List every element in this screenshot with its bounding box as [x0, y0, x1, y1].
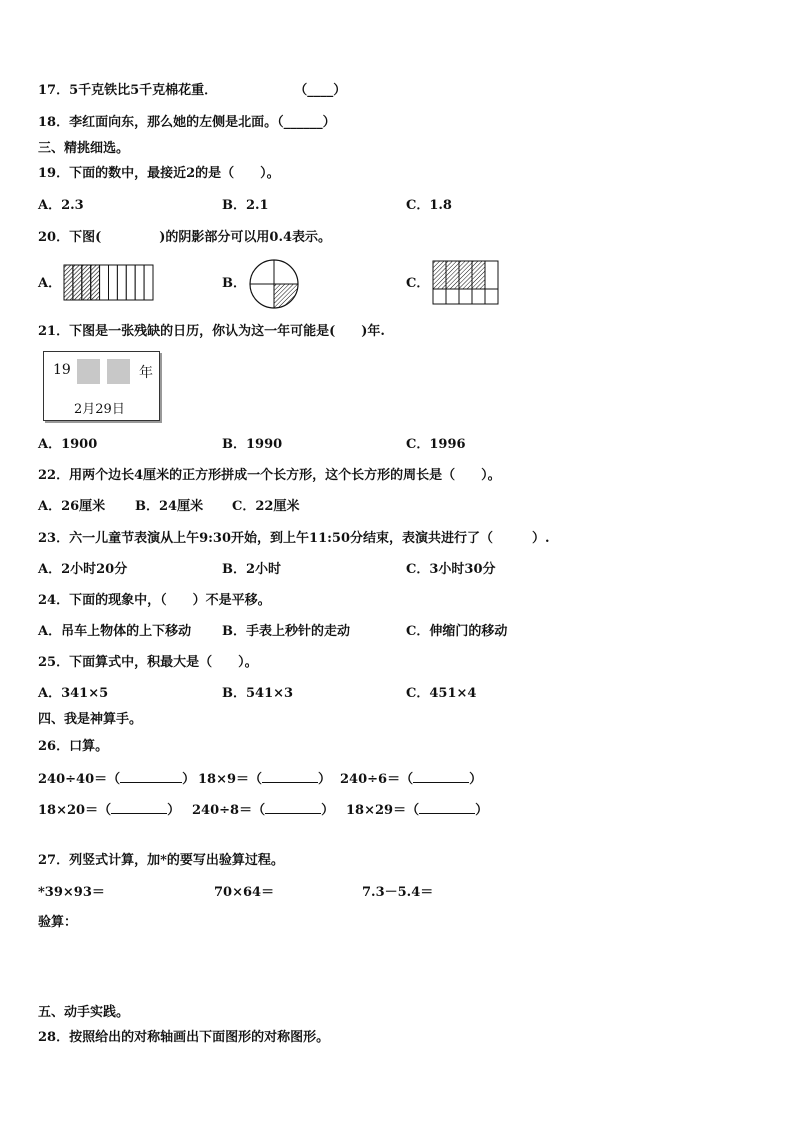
q23-option-a: A．2小时20分	[38, 562, 128, 577]
q22-option-b: B．24厘米	[135, 499, 204, 514]
answer-blank[interactable]	[120, 770, 182, 783]
mental-math-expression: 18×29＝	[346, 803, 407, 818]
grid-cell	[433, 289, 446, 304]
q20-label-a: A．	[38, 276, 62, 291]
q24-option-a: A．吊车上物体的上下移动	[38, 624, 192, 639]
q20-label-b: B．	[222, 276, 246, 291]
q24-option-b: B．手表上秒针的走动	[222, 624, 350, 639]
mental-math-item: 18×20＝（ ）	[38, 803, 181, 818]
vertical-calc-item-1: *39×93＝	[38, 885, 105, 900]
strip-cell-shaded	[64, 265, 73, 300]
vertical-calc-item-2: 70×64＝	[214, 885, 275, 900]
calendar-missing-digit-1	[77, 359, 100, 384]
mental-math-expression: 18×20＝	[38, 803, 99, 818]
torn-calendar-figure	[43, 351, 160, 421]
section-4-heading: 四、我是神算手。	[38, 712, 143, 727]
answer-blank[interactable]	[413, 770, 469, 783]
strip-cell	[109, 265, 118, 300]
mental-math-expression: 240÷8＝	[192, 803, 253, 818]
question-17-answer-paren: （____）	[294, 83, 347, 98]
strip-cell-shaded	[82, 265, 91, 300]
section-5-heading: 五、动手实践。	[38, 1005, 130, 1020]
q20-label-c: C．	[406, 276, 430, 291]
q23-option-c: C．3小时30分	[406, 562, 496, 577]
q25-option-a: A．341×5	[38, 686, 109, 701]
section-3-heading: 三、精挑细选。	[38, 141, 130, 156]
mental-math-item: 240÷6＝（ ）	[340, 772, 483, 787]
q19-option-a: A．2.3	[38, 198, 84, 213]
mental-math-item: 240÷40＝（ ）	[38, 772, 196, 787]
calendar-missing-digit-2	[107, 359, 130, 384]
mental-math-expression: 240÷40＝	[38, 772, 108, 787]
question-21: 21．下图是一张残缺的日历，你认为这一年可能是( )年.	[38, 324, 385, 339]
question-25: 25．下面算式中，积最大是（ ）。	[38, 655, 258, 670]
question-17	[38, 83, 346, 99]
q20-figure-b-circle	[247, 258, 301, 310]
question-18: 18．李红面向东，那么她的左侧是北面。（______）	[38, 115, 336, 130]
calendar-year-prefix: 19	[53, 362, 71, 378]
strip-cell-shaded	[91, 265, 100, 300]
q22-option-a: A．26厘米	[38, 499, 106, 514]
grid-cell	[472, 289, 485, 304]
mental-math-expression: 18×9＝	[198, 772, 250, 787]
grid-cell	[485, 289, 498, 304]
q24-option-c: C．伸缩门的移动	[406, 624, 508, 639]
mental-math-item: 18×9＝（ ）	[198, 772, 332, 787]
grid-cell	[459, 289, 472, 304]
q21-option-c: C．1996	[406, 437, 466, 452]
strip-cell	[100, 265, 109, 300]
q21-option-a: A．1900	[38, 437, 98, 452]
calendar-date: 2月29日	[74, 402, 125, 417]
question-23: 23．六一儿童节表演从上午9:30开始，到上午11:50分结束，表演共进行了（ ）.	[38, 531, 550, 546]
check-label: 验算：	[38, 915, 78, 930]
q20-figure-c-grid	[432, 260, 500, 306]
mental-math-item: 18×29＝（ ）	[346, 803, 489, 818]
question-22: 22．用两个边长4厘米的正方形拼成一个长方形，这个长方形的周长是（ ）。	[38, 468, 501, 483]
q22-option-c: C．22厘米	[232, 499, 300, 514]
calendar-year-suffix: 年	[139, 365, 153, 381]
question-20	[38, 230, 331, 246]
q23-option-b: B．2小时	[222, 562, 282, 577]
question-24: 24．下面的现象中，（ ）不是平移。	[38, 593, 271, 608]
strip-cell	[117, 265, 126, 300]
grid-cell-shaded	[472, 261, 485, 289]
question-28: 28．按照给出的对称轴画出下面图形的对称图形。	[38, 1030, 330, 1045]
grid-cell-shaded	[459, 261, 472, 289]
mental-math-item: 240÷8＝（ ）	[192, 803, 335, 818]
answer-blank[interactable]	[265, 801, 321, 814]
question-20-text-end: )的阴影部分可以用0.4表示。	[159, 230, 332, 245]
question-20-text-start: 20．下图(	[38, 230, 102, 245]
q25-option-b: B．541×3	[222, 686, 294, 701]
answer-blank[interactable]	[419, 801, 475, 814]
mental-math-expression: 240÷6＝	[340, 772, 401, 787]
grid-cell-shaded	[446, 261, 459, 289]
grid-cell	[485, 261, 498, 289]
strip-cell	[135, 265, 144, 300]
answer-blank[interactable]	[262, 770, 318, 783]
strip-cell	[144, 265, 153, 300]
question-26: 26．口算。	[38, 739, 109, 754]
grid-cell	[446, 289, 459, 304]
strip-cell	[126, 265, 135, 300]
q19-option-c: C．1.8	[406, 198, 452, 213]
q25-option-c: C．451×4	[406, 686, 477, 701]
q20-figure-a-strip	[63, 264, 155, 302]
question-17-text: 17．5千克铁比5千克棉花重．	[38, 83, 218, 98]
strip-cell-shaded	[73, 265, 82, 300]
q21-option-b: B．1990	[222, 437, 283, 452]
vertical-calc-item-3: 7.3－5.4＝	[362, 885, 434, 900]
grid-cell-shaded	[433, 261, 446, 289]
question-27: 27．列竖式计算，加*的要写出验算过程。	[38, 853, 284, 868]
answer-blank[interactable]	[111, 801, 167, 814]
q19-option-b: B．2.1	[222, 198, 269, 213]
question-19: 19．下面的数中，最接近2的是（ ）。	[38, 166, 280, 181]
